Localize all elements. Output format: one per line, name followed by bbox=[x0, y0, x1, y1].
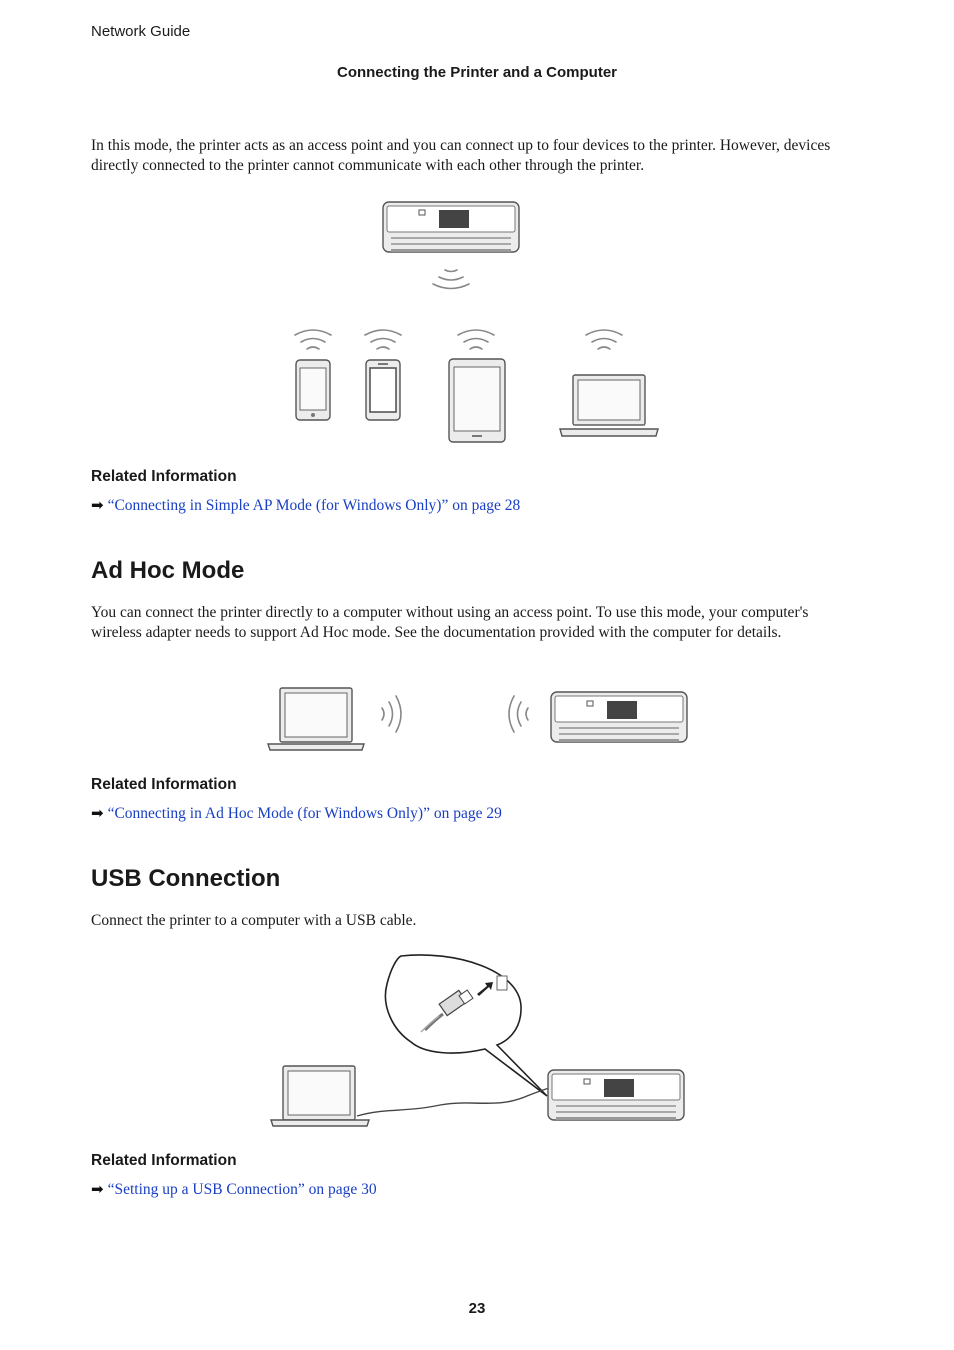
printer-icon bbox=[551, 692, 687, 742]
related-information-heading: Related Information bbox=[91, 468, 237, 485]
running-header: Network Guide bbox=[91, 23, 191, 40]
wifi-icon bbox=[586, 330, 622, 349]
simple-ap-illustration bbox=[280, 195, 670, 450]
laptop-icon bbox=[560, 375, 658, 436]
usb-illustration bbox=[265, 950, 690, 1132]
smartphone-icon bbox=[296, 360, 330, 420]
usb-paragraph: Connect the printer to a computer with a USB cable. bbox=[91, 912, 417, 929]
printer-icon bbox=[383, 202, 519, 252]
heading-usb-connection: USB Connection bbox=[91, 865, 281, 892]
wifi-icon bbox=[458, 330, 494, 349]
link-usb-connection[interactable]: “Setting up a USB Connection” on page 30 bbox=[107, 1181, 377, 1198]
laptop-icon bbox=[271, 1066, 369, 1126]
laptop-icon bbox=[268, 688, 364, 750]
wifi-icon bbox=[509, 696, 528, 732]
section-title: Connecting the Printer and a Computer bbox=[336, 64, 618, 81]
arrow-right-icon: ➡ bbox=[91, 804, 104, 822]
heading-ad-hoc-mode: Ad Hoc Mode bbox=[91, 557, 245, 584]
link-ad-hoc-mode[interactable]: “Connecting in Ad Hoc Mode (for Windows Only)” on page 29 bbox=[107, 805, 502, 822]
simple-ap-paragraph: In this mode, the printer acts as an access point and you can connect up to four devices to the printer. However, devices directly connected to the printer cannot communicate with each other through the printer. bbox=[91, 137, 831, 174]
tablet-icon bbox=[449, 359, 505, 442]
printer-icon bbox=[548, 1070, 684, 1120]
related-link-simple-ap[interactable] bbox=[91, 496, 520, 515]
related-link-usb[interactable] bbox=[91, 1180, 377, 1199]
related-link-ad-hoc[interactable] bbox=[91, 804, 502, 823]
arrow-right-icon: ➡ bbox=[91, 496, 104, 514]
wifi-icon bbox=[295, 330, 331, 349]
wifi-icon bbox=[433, 270, 469, 289]
related-information-heading: Related Information bbox=[91, 1152, 237, 1169]
link-simple-ap-mode[interactable]: “Connecting in Simple AP Mode (for Windows Only)” on page 28 bbox=[107, 497, 521, 514]
related-information-heading: Related Information bbox=[91, 776, 237, 793]
wifi-icon bbox=[382, 696, 401, 732]
ad-hoc-illustration bbox=[262, 684, 692, 756]
ad-hoc-paragraph: You can connect the printer directly to a computer without using an access point. To use this mode, your computer's wireless adapter needs to support Ad Hoc mode. See the documentation provided with the computer for details. bbox=[91, 604, 809, 641]
page-number: 23 bbox=[468, 1300, 486, 1317]
arrow-right-icon: ➡ bbox=[91, 1180, 104, 1198]
wifi-icon bbox=[365, 330, 401, 349]
smartphone-icon bbox=[366, 360, 400, 420]
